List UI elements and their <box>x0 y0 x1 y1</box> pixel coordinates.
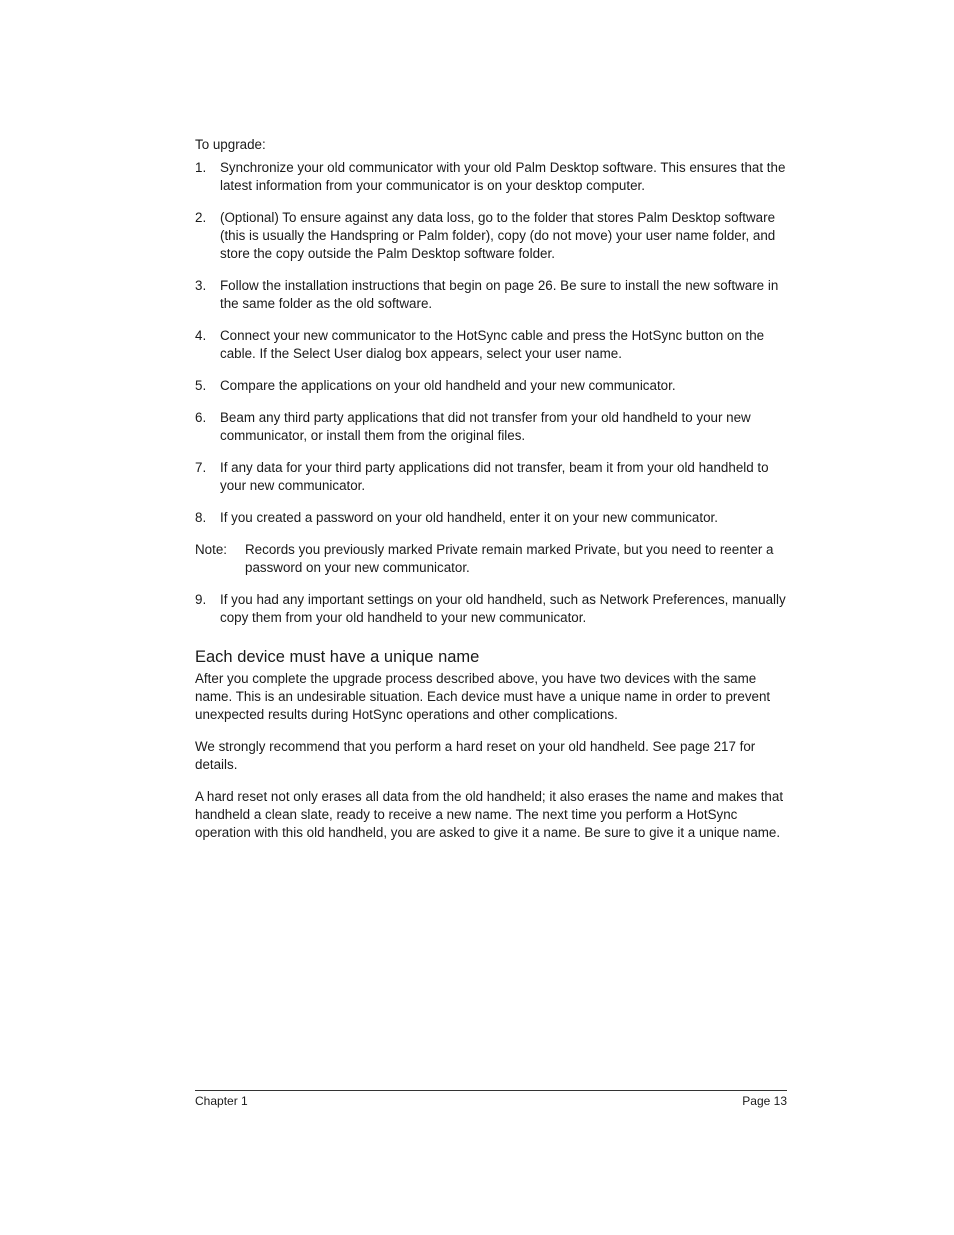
step-text: Compare the applications on your old handheld and your new communicator. <box>220 378 676 393</box>
step-text: Follow the installation instructions that begin on page 26. Be sure to install the new software in the same folder as the old software. <box>220 278 779 311</box>
list-item <box>195 377 787 395</box>
step-number: 4. <box>195 328 207 343</box>
document-body <box>195 136 787 856</box>
list-item <box>195 591 787 627</box>
note-label: Note: <box>195 542 228 557</box>
step-number: 1. <box>195 160 207 175</box>
section-heading: Each device must have a unique name <box>195 648 480 666</box>
step-number: 9. <box>195 592 207 607</box>
paragraph: We strongly recommend that you perform a hard reset on your old handheld. See page 217 for details. <box>195 739 756 772</box>
step-text: If any data for your third party applications did not transfer, beam it from your old handheld to your new communicator. <box>220 460 769 493</box>
step-number: 5. <box>195 378 207 393</box>
step-number: 8. <box>195 510 207 525</box>
note-text: Records you previously marked Private remain marked Private, but you need to reenter a password on your new communicator. <box>245 542 774 575</box>
step-text: (Optional) To ensure against any data loss, go to the folder that stores Palm Desktop software (this is usually the Handspring or Palm folder), copy (do not move) your user name folder, and store the copy outside the Palm Desktop software folder. <box>220 210 776 261</box>
paragraph: After you complete the upgrade process described above, you have two devices with the same name. This is an undesirable situation. Each device must have a unique name in order to prevent unexpected results during HotSync operations and other complications. <box>195 671 771 722</box>
note <box>195 541 787 577</box>
step-text: If you had any important settings on your old handheld, such as Network Preferences, manually copy them from your old handheld to your new communicator. <box>220 592 786 625</box>
list-item <box>195 159 787 195</box>
footer-chapter: Chapter 1 <box>195 1094 248 1108</box>
list-item <box>195 409 787 445</box>
step-text: Connect your new communicator to the HotSync cable and press the HotSync button on the cable. If the Select User dialog box appears, select your user name. <box>220 328 765 361</box>
footer-page-number: Page 13 <box>742 1094 787 1108</box>
list-item <box>195 509 787 527</box>
step-text: If you created a password on your old handheld, enter it on your new communicator. <box>220 510 718 525</box>
step-number: 3. <box>195 278 207 293</box>
list-item <box>195 277 787 313</box>
page-footer <box>195 1090 787 1108</box>
list-item <box>195 459 787 495</box>
paragraph: A hard reset not only erases all data from the old handheld; it also erases the name and makes that handheld a clean slate, ready to receive a new name. The next time you perform a HotSync operation with this old handheld, you are asked to give it a name. Be sure to give it a unique name. <box>195 789 784 840</box>
procedure-intro: To upgrade: <box>195 137 266 152</box>
list-item <box>195 327 787 363</box>
step-number: 6. <box>195 410 207 425</box>
list-item <box>195 209 787 263</box>
step-number: 7. <box>195 460 207 475</box>
step-text: Beam any third party applications that did not transfer from your old handheld to your new communicator, or install them from the original files. <box>220 410 751 443</box>
step-number: 2. <box>195 210 207 225</box>
step-text: Synchronize your old communicator with your old Palm Desktop software. This ensures that the latest information from your communicator is on your desktop computer. <box>220 160 786 193</box>
